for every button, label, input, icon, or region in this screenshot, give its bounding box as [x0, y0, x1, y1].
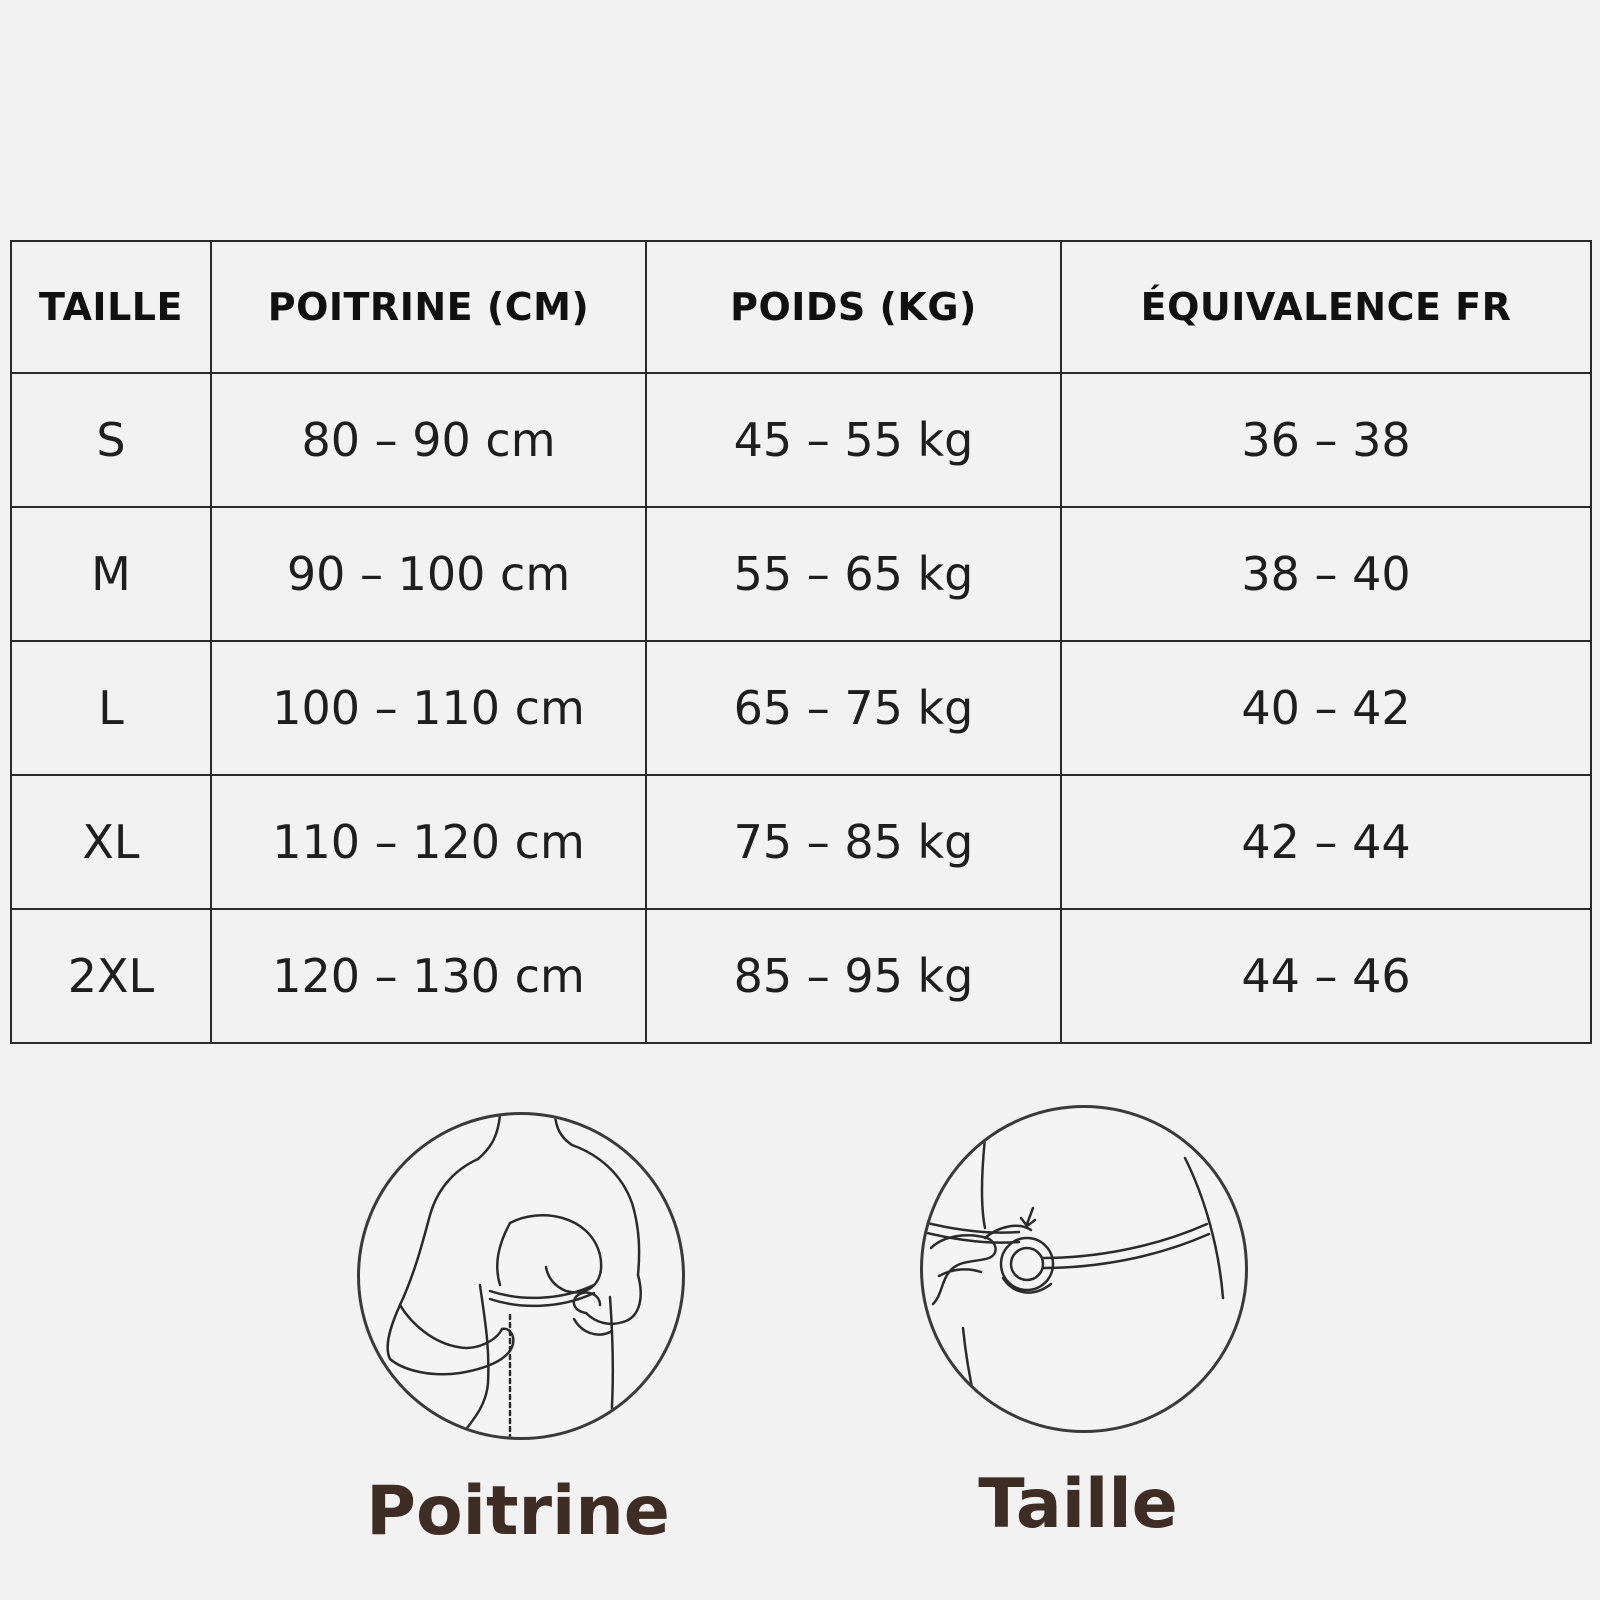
cell-weight: 85 – 95 kg: [646, 909, 1061, 1043]
waist-measuring-icon: [920, 1105, 1248, 1433]
cell-weight: 65 – 75 kg: [646, 641, 1061, 775]
cell-chest: 110 – 120 cm: [211, 775, 646, 909]
cell-weight: 45 – 55 kg: [646, 373, 1061, 507]
cell-size: S: [11, 373, 211, 507]
cell-fr-size: 42 – 44: [1061, 775, 1591, 909]
cell-size: XL: [11, 775, 211, 909]
cell-size: 2XL: [11, 909, 211, 1043]
cell-fr-size: 36 – 38: [1061, 373, 1591, 507]
table-row: [11, 909, 1591, 1043]
table-row: [11, 507, 1591, 641]
cell-chest: 100 – 110 cm: [211, 641, 646, 775]
cell-fr-size: 40 – 42: [1061, 641, 1591, 775]
caption-waist: Taille: [978, 1465, 1178, 1544]
cell-size: M: [11, 507, 211, 641]
cell-chest: 120 – 130 cm: [211, 909, 646, 1043]
cell-chest: 90 – 100 cm: [211, 507, 646, 641]
chest-measuring-icon: [357, 1112, 685, 1440]
cell-fr-size: 38 – 40: [1061, 507, 1591, 641]
header-poitrine: POITRINE (CM): [211, 241, 646, 373]
cell-fr-size: 44 – 46: [1061, 909, 1591, 1043]
cell-chest: 80 – 90 cm: [211, 373, 646, 507]
table-row: [11, 373, 1591, 507]
header-poids: POIDS (KG): [646, 241, 1061, 373]
cell-size: L: [11, 641, 211, 775]
table-header-row: [11, 241, 1591, 373]
header-taille: TAILLE: [11, 241, 211, 373]
header-equivalence: ÉQUIVALENCE FR: [1061, 241, 1591, 373]
table-row: [11, 641, 1591, 775]
size-chart-table: [10, 240, 1592, 1044]
caption-chest: Poitrine: [366, 1472, 670, 1551]
cell-weight: 55 – 65 kg: [646, 507, 1061, 641]
cell-weight: 75 – 85 kg: [646, 775, 1061, 909]
table-row: [11, 775, 1591, 909]
